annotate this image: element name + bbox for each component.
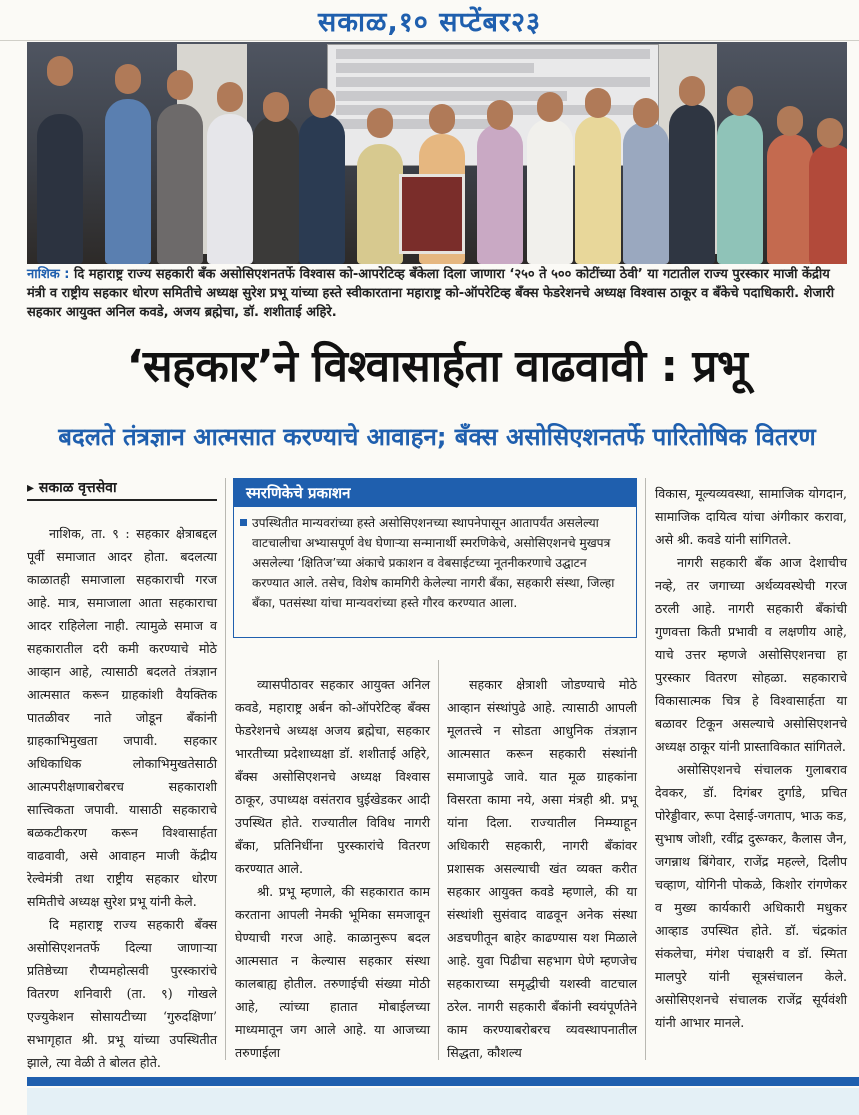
person	[717, 114, 763, 264]
sidebar-box	[233, 478, 637, 638]
box-body: उपस्थितीत मान्यवरांच्या हस्ते असोसिएशनच्या स्थापनेपासून आतापर्यंत असलेल्या वाटचालीचा अभ्यासपूर्ण वेध घेणाऱ्या सन्मानार्थी स्मरणिकेचे, असोसिएशनचे मुखपत्र असलेल्या ‘क्षितिज’च्या अंकाचे प्रकाशन व वेबसाईटच्या नूतनीकरणाचे उद्घाटन करण्यात आले. तसेच, विशेष कामगिरी केलेल्या नागरी बँका, सहकारी संस्था, जिल्हा बँका, पतसंस्था यांचा मान्यवरांच्या हस्ते गौरव करण्यात आला.	[252, 516, 615, 610]
person	[527, 119, 573, 264]
column-4	[655, 482, 847, 1034]
byline: ▸ सकाळ वृत्तसेवा	[27, 478, 217, 501]
award-plaque	[399, 174, 465, 254]
column-divider	[225, 478, 226, 1060]
paragraph: दि महाराष्ट्र राज्य सहकारी बँक्स असोसिएशनतर्फे दिल्या जाणाऱ्या प्रतिष्ठेच्या रौप्यमहोत्सवी पुरस्कारांचे वितरण शनिवारी (ता. ९) गोखले एज्युकेशन सोसायटीच्या ‘गुरुदक्षिणा’ सभागृहात श्री. प्रभू यांच्या उपस्थितीत झाले, त्या वेळी ते बोलत होते.	[27, 917, 217, 1070]
masthead	[0, 0, 859, 41]
next-article-strip	[27, 1088, 859, 1115]
person	[299, 114, 345, 264]
paragraph: नागरी सहकारी बँक आज देशाचीच नव्हे, तर जगाच्या अर्थव्यवस्थेची गरज ठरली आहे. नागरी सहकारी बँकांची गुणवत्ता किती प्रभावी व लक्षणीय आहे, याचे उत्तर म्हणजे असोसिएशनचा हा पुरस्कार वितरण सोहळा. सहकाराचे विकासात्मक चित्र हे विश्वासार्हता या बळावर टिकून असल्याचे असोसिएशनचे अध्यक्ष ठाकूर यांनी प्रास्ताविकात सांगितले.	[655, 555, 847, 754]
box-text	[234, 507, 636, 613]
paragraph: नाशिक, ता. ९ : सहकार क्षेत्राबद्दल पूर्वी समाजात आदर होता. बदलत्या काळातही समाजाला सहकाराची गरज आहे. मात्र, समाजाला आता सहकाराचा आदर राहिलेला नाही. त्यामुळे समाज व सहकारातील दरी कमी करण्याचे मोठे आव्हान आहे, त्यासाठी बदलते तंत्रज्ञान आत्मसात करून ग्राहकांशी वैयक्तिक पातळीवर नाते जोडून बँकांनी ग्राहकाभिमुखता जपावी. सहकार अधिकाधिक लोकाभिमुखतेसाठी आत्मपरीक्षणाबरोबरच सहकाराशी सात्त्विकता जपावी. यासाठी सहकाराचे बळकटीकरण करून विश्वासार्हता वाढवावी, असे आवाहन माजी केंद्रीय रेल्वेमंत्री तथा राष्ट्रीय सहकार धोरण समितीचे अध्यक्ष सुरेश प्रभू यांनी केले.	[27, 526, 217, 909]
box-title: स्मरणिकेचे प्रकाशन	[234, 479, 636, 507]
person	[809, 144, 847, 264]
person	[477, 124, 523, 264]
person	[357, 144, 403, 264]
person	[767, 134, 813, 264]
photo-caption	[27, 265, 847, 322]
square-bullet-icon	[240, 519, 247, 526]
paragraph: विकास, मूल्यव्यवस्था, सामाजिक योगदान, सामाजिक दायित्व यांचा अंगीकार करावा, असे श्री. कवडे यांनी सांगितले.	[655, 486, 847, 547]
person	[623, 122, 669, 264]
column-divider	[645, 478, 646, 1060]
headline: ‘सहकार’ने विश्वासार्हता वाढवावी : प्रभू	[126, 341, 748, 392]
paragraph: असोसिएशनचे संचालक गुलाबराव देवकर, डॉ. दिगंबर दुर्गाडे, प्रचित पोरेड्डीवार, रूपा देसाई-जगताप, भाऊ कड, सुभाष जोशी, रवींद्र दुरूग्कर, कैलास जैन, जगन्नाथ बिंगेवार, राजेंद्र महल्ले, दिलीप चव्हाण, योगिनी पोकळे, किशोर रांगणेकर व मुख्य कार्यकारी अधिकारी मधुकर आव्हाड उपस्थित होते. डॉ. चंद्रकांत संकलेचा, मंगेश पंचाक्षरी व डॉ. स्मिता मालपुरे यांनी सूत्रसंचालन केले. असोसिएशनचे संचालक राजेंद्र सूर्यवंशी यांनी आभार मानले.	[655, 762, 847, 1030]
column-3	[447, 673, 637, 1064]
paragraph: सहकार क्षेत्राशी जोडण्याचे मोठे आव्हान संस्थांपुढे आहे. त्यासाठी आपली मूलतत्त्वे न सोडता आधुनिक तंत्रज्ञान आत्मसात करून सहकारी संस्थांनी समाजापुढे जावे. यात मूळ ग्राहकांना विसरता कामा नये, असा मंत्रही श्री. प्रभू यांना दिला. राज्यातील निम्म्याहून अधिकारी सहकारी, नागरी बँकांवर प्रशासक असल्याची खंत व्यक्त करीत सहकार आयुक्त कवडे म्हणाले, की या संस्थांशी सुसंवाद वाढवून अनेक संस्था अडचणीतून बाहेर काढण्यास यश मिळाले आहे. युवा पिढीचा सहभाग घेणे म्हणजेच सहकाराच्या समृद्धीची यशस्वी वाटचाल ठरेल. नागरी सहकारी बँकांनी स्वयंपूर्णतेने काम करण्याबरोबरच व्यवस्थापनातील सिद्धता, कौशल्य	[447, 677, 637, 1060]
person	[253, 116, 299, 264]
person	[669, 104, 715, 264]
paragraph: श्री. प्रभू म्हणाले, की सहकारात काम करताना आपली नेमकी भूमिका समजावून घेण्याची गरज आहे. काळानुरूप बदल आत्मसात न केल्यास सहकार संस्था कालबाह्य होतील. तरुणाईची संख्या मोठी आहे, त्यांच्या हातात मोबाईलच्या माध्यमातून जग आले आहे. या आजच्या तरुणाईला	[235, 884, 430, 1060]
footer-bar	[27, 1077, 859, 1086]
person	[37, 114, 83, 264]
subheadline: बदलते तंत्रज्ञान आत्मसात करण्याचे आवाहन; बँक्स असोसिएशनतर्फे पारितोषिक वितरण	[58, 423, 816, 451]
masthead-title: सकाळ,१० सप्टेंबर२३	[317, 7, 542, 38]
caption-text: दि महाराष्ट्र राज्य सहकारी बँक असोसिएशनतर्फे विश्वास को-आपरेटिव्ह बँकेला दिला जाणारा ‘२५० ते ५०० कोटींच्या ठेवी’ या गटातील राज्य पुरस्कार माजी केंद्रीय मंत्री व राष्ट्रीय सहकार धोरण समितीचे अध्यक्ष सुरेश प्रभू यांच्या हस्ते स्वीकारताना महाराष्ट्र को-ऑपरेटिव्ह बँक्स फेडरेशनचे अध्यक्ष विश्वास ठाकूर व बँकेचे पदाधिकारी. शेजारी सहकार आयुक्त अनिल कवडे, अजय ब्रह्मेचा, डॉ. शशीताई अहिरे.	[27, 267, 835, 320]
column-2	[235, 673, 430, 1064]
person	[207, 114, 253, 264]
person	[105, 99, 151, 264]
paragraph: व्यासपीठावर सहकार आयुक्त अनिल कवडे, महाराष्ट्र अर्बन को-ऑपरेटिव्ह बँक्स फेडरेशनचे अध्यक्ष अजय ब्रह्मेचा, सहकार भारतीच्या प्रदेशाध्यक्षा डॉ. शशीताई अहिरे, बँक्स असोसिएशनचे अध्यक्ष विश्वास ठाकूर, उपाध्यक्ष वसंतराव घुईखेडकर आदी उपस्थित होते. राज्यातील विविध नागरी बँका, प्रतिनिधींना पुरस्कारांचे वितरण करण्यात आले.	[235, 677, 430, 876]
person	[575, 116, 621, 264]
column-divider	[438, 660, 439, 1060]
news-photo	[27, 42, 847, 264]
caption-place: नाशिक :	[27, 267, 70, 282]
person	[157, 104, 203, 264]
column-1	[27, 522, 217, 1074]
